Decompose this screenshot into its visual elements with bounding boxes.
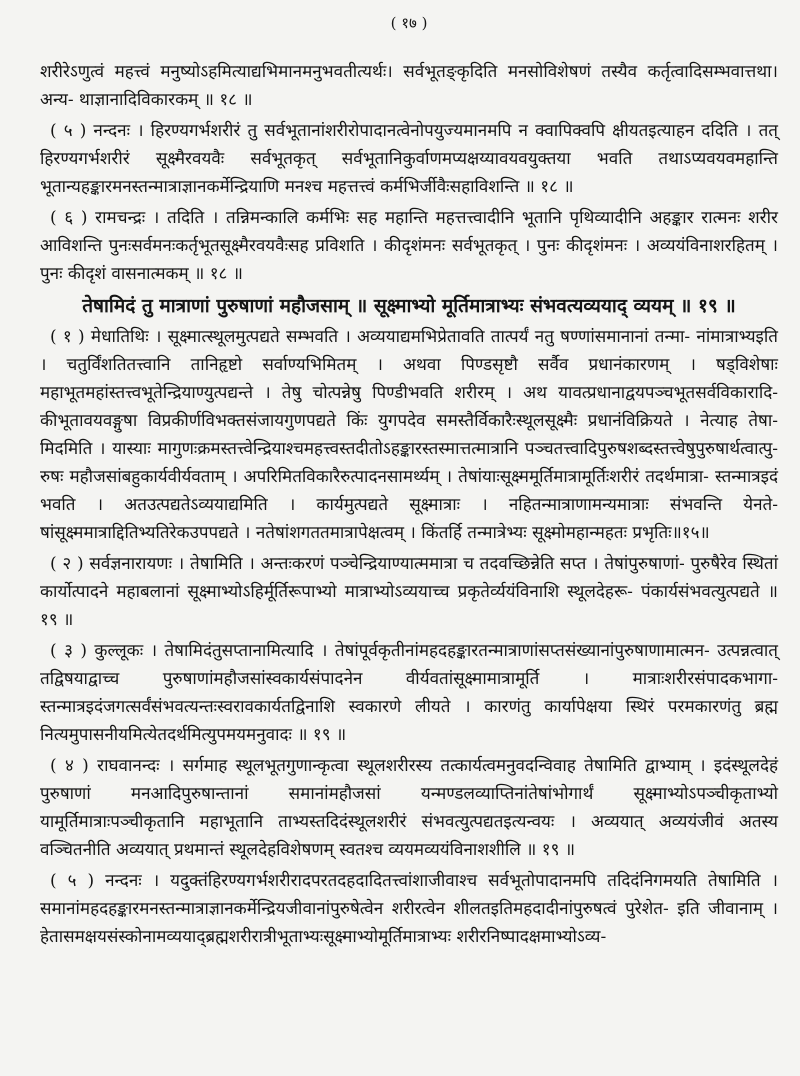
commentary-medhatithi: ( १ ) मेधातिथिः । सूक्ष्मात्स्थूलमुत्पद्यते सम्भवति । अव्ययाद्यमभिप्रेतावति तात्पर्यं नतु षण्णांसमानानां तन्मा- नांमात्राभ्यइति । चतुर्विंशतितत्त्वानि तानिहृष्टो सर्वाण्यभिमितम् । अथवा पिण्डसृष्टौ सर्वैव प्रधानंकारणम् । षड्विशेषाः महाभूतमहांस्तत्त्वभूतेन्द्रियाण्युत्पद्यन्ते । तेषु चोत्पन्नेषु पिण्डीभवति शरीरम् । अथ यावत्प्रधानाद्वयपञ्चभूतसर्वविकारादि- कीभूतावयवङ्गुषा विप्रकीर्णविभक्तसंजायगुणपद्यते किंः युगपदेव समस्तैर्विकारैःस्थूलसूक्ष्मैः प्रधानंविक्रियते । नेत्याह तेषा- मिदमिति । यास्याः मागुणःक्रमस्तत्त्वेन्द्रियाश्चमहत्त्वस्तदीतोऽहङ्कारस्तस्मात्तत्मात्रानि पञ्चतत्त्वादिपुरुषशब्दस्तत्त्वेषुपुरुषार्थत्वात्पु- रुषः महौजसांबहुकार्यवीर्यवताम् । अपरिमितविकारैरुत्पादनसामर्थ्यम् । तेषांयाःसूक्ष्ममूर्तिमात्रामूर्तिःशरीरं तदर्थमात्रा- स्तन्मात्रइदं भवति । अतउत्पद्यतेऽव्ययाद्यमिति । कार्यमुत्पद्यते सूक्ष्मात्राः । नहितन्मात्राणामन्यमात्राः संभवन्ति येनते- षांसूक्ष्ममात्राद्दितिभ्यतिरेकउपपद्यते । नतेषांशगततमात्रापेक्षत्वम् । किंतर्हि तन्मात्रेभ्यः सूक्ष्मोमहान्महतः प्रभृतिः॥१५॥ [40, 327, 778, 543]
commentary-nandana: ( ५ ) नन्दनः । यदुक्तंहिरण्यगर्भशरीरादपरतदहदादितत्त्वांशाजीवाश्च सर्वभूतोपादानमपि तदिदंनिगमयति तेषामिति । समानांमहदहङ्कारमनस्तन्मात्राज्ञानकर्मेन्द्रियजीवानांपुरुषेत्वेन शरीरत्वेन शीलतइतिमहदादीनांपुरुषत्वं पुरेशेत- इति जीवानाम् । हेतासमक्षयसंस्कोनामव्ययाद्ब्रह्मशरीरात्रीभूताभ्यःसूक्ष्माभ्योमूर्तिमात्राभ्यः शरीरनिष्पादक्षमाभ्योऽव्य- [40, 871, 778, 947]
commentary-kulluka: ( ३ ) कुल्लूकः । तेषामिदंतुसप्तानामित्यादि । तेषांपूर्वकृतीनांमहदहङ्कारतन्मात्राणांसप्तसंख्यानांपुरुषाणामात्मन- उत्पन्नत्वात् तद्विषयाद्वाच्च पुरुषाणांमहौजसांस्वकार्यसंपादनेन वीर्यवतांसूक्ष्मामात्रामूर्ति । मात्राःशरीरसंपादकभागा- स्तन्मात्रइदंजगत्सर्वंसंभवत्यन्तःस्वरावकार्यतद्विनाशि स्वकारणे लीयते । कारणंतु कार्यापेक्षया स्थिरं परमकारणंतु ब्रह्म नित्यमुपासनीयमित्येतदर्थमित्युपमयमनुवादः ॥ १९ ॥ [40, 641, 778, 745]
verse-19-heading: तेषामिदं तु मात्राणां पुरुषाणां महौजसाम् ॥ सूक्ष्माभ्यो मूर्तिमात्राभ्यः संभवत्यव्ययाद् व्ययम् ॥ १९ ॥ [82, 295, 736, 317]
paragraph-verse18-tail: शरीरेऽणुत्वं महत्त्वं मनुष्योऽहमित्याद्यभिमानमनुभवतीत्यर्थः। सर्वभूतङ्कृदिति मनसोविशेषणं तस्यैव कर्तृत्वादिसम्भवात्तथा। अन्य- थाज्ञानादिविकारकम् ॥ १८ ॥ [40, 62, 778, 110]
commentary-raghavananda: ( ४ ) राघवानन्दः । सर्गमाह स्थूलभूतगुणान्कृत्वा स्थूलशरीरस्य तत्कार्यत्वमनुवदन्विवाह तेषामिति द्वाभ्याम् । इदंस्थूलदेहं पुरुषाणां मनआदिपुरुषान्तानां समानांमहौजसां यन्मण्डलव्याप्तिनांतेषांभोगार्थं सूक्ष्माभ्योऽपञ्चीकृताभ्यो यामूर्तिमात्राःपञ्चीकृतानि महाभूतानि ताभ्यस्तदिदंस्थूलशरीरं संभवत्युत्पद्यतइत्यन्वयः । अव्ययात् अव्ययंजीवं अतस्य वञ्चितनीति अव्ययात् प्रथमान्तं स्थूलदेहविशेषणम् स्वतश्च व्ययमव्ययंविनाशशीलि ॥ १९ ॥ [40, 756, 778, 860]
paragraph-ramachandra-18: ( ६ ) रामचन्द्रः । तदिति । तन्निमन्कालि कर्मभिः सह महान्ति महत्तत्त्वादीनि भूतानि पृथिव्यादीनि अहङ्कार रात्मनः शरीर आविशन्ति पुनःसर्वमनःकर्तृभूतसूक्ष्मैरवयवैःसह प्रविशति । कीदृशंमनः सर्वभूतकृत् । पुनः कीदृशंमनः । अव्ययंविनाशरहितम् । पुनः कीदृशं वासनात्मकम् ॥ १८ ॥ [40, 208, 778, 284]
paragraph-nandana-18: ( ५ ) नन्दनः । हिरण्यगर्भशरीरं तु सर्वभूतानांशरीरोपादानत्वेनोपयुज्यमानमपि न क्वापिक्वपि क्षीयतइत्याहन ददिति । तत् हिरण्यगर्भशरीरं सूक्ष्मैरवयवैः सर्वभूतकृत् सर्वभूतानिकुर्वाणमप्यक्षय्यावयवयुक्तया भवति तथाऽप्यवयवमहान्ति भूतान्यहङ्कारमनस्तन्मात्राज्ञानकर्मेन्द्रियाणि मनश्च महत्तत्त्वं कर्मभिर्जीवैःसहाविशन्ति ॥ १८ ॥ [40, 121, 778, 197]
commentary-sarvajnanarayana: ( २ ) सर्वज्ञनारायणः । तेषामिति । अन्तःकरणं पञ्चेन्द्रियाण्यात्ममात्रा च तदवच्छिन्नेति सप्त । तेषांपुरुषाणां- पुरुषैरेव स्थितां कार्योत्पादने महाबलानां सूक्ष्माभ्योऽहिर्मूर्तिरूपाभ्यो मात्राभ्योऽव्ययाच्च प्रकृतेर्व्ययंविनाशि स्थूलदेहरू- पंकार्यसंभवत्युत्पद्यते ॥ १९ ॥ [40, 554, 778, 630]
page-number: ( १७ ) [390, 14, 428, 32]
